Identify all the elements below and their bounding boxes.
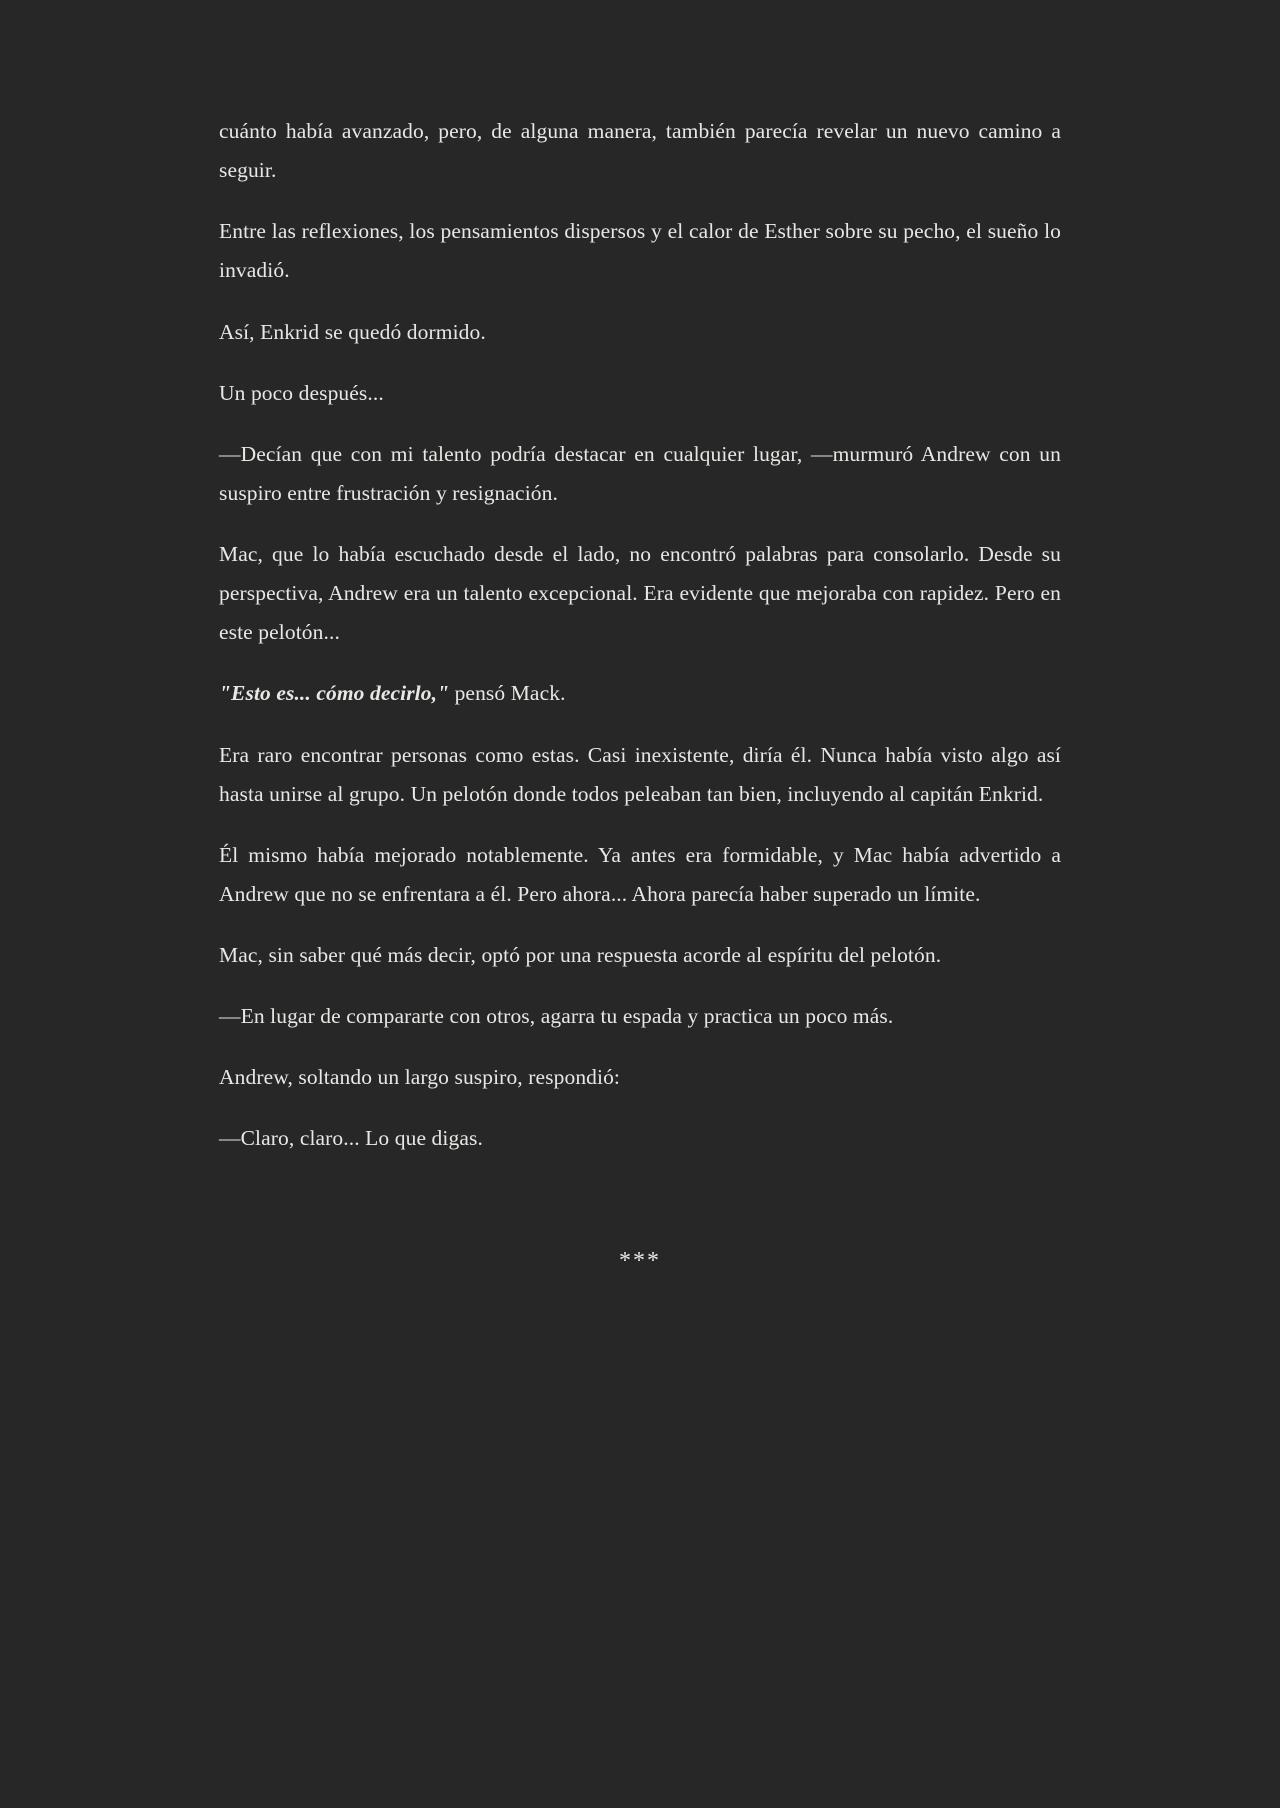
paragraph: cuánto había avanzado, pero, de alguna manera, también parecía revelar un nuevo camino a seguir. — [219, 119, 1061, 183]
paragraph: Mac, que lo había escuchado desde el lado, no encontró palabras para consolarlo. Desde su perspectiva, Andrew era un talento excepcional. Era evidente que mejoraba con rapidez. Pero en este pelotón... — [219, 542, 1061, 645]
paragraph: —En lugar de compararte con otros, agarra tu espada y practica un poco más. — [219, 1004, 894, 1029]
inner-thought-text: "Esto es... cómo decirlo," — [219, 681, 450, 706]
scene-break-divider: *** — [619, 1247, 661, 1274]
paragraph: Andrew, soltando un largo suspiro, respondió: — [219, 1065, 621, 1090]
paragraph-tail-text: pensó Mack. — [449, 681, 566, 706]
paragraph: Él mismo había mejorado notablemente. Ya antes era formidable, y Mac había advertido a Andrew que no se enfrentara a él. Pero ahora... Ahora parecía haber superado un límite. — [219, 842, 1061, 906]
chapter-text-body — [219, 112, 1061, 1278]
paragraph: Un poco después... — [219, 380, 384, 405]
paragraph: Era raro encontrar personas como estas. Casi inexistente, diría él. Nunca había visto algo así hasta unirse al grupo. Un pelotón donde todos peleaban tan bien, incluyendo al capitán Enkrid. — [219, 742, 1061, 806]
paragraph-with-inner-thought — [219, 674, 1061, 713]
paragraph: Mac, sin saber qué más decir, optó por una respuesta acorde al espíritu del pelotón. — [219, 943, 942, 967]
paragraph: Así, Enkrid se quedó dormido. — [219, 319, 486, 344]
paragraph: —Claro, claro... Lo que digas. — [219, 1126, 483, 1151]
paragraph: Entre las reflexiones, los pensamientos dispersos y el calor de Esther sobre su pecho, el sueño lo invadió. — [219, 219, 1061, 283]
paragraph: —Decían que con mi talento podría destacar en cualquier lugar, —murmuró Andrew con un suspiro entre frustración y resignación. — [219, 441, 1061, 505]
